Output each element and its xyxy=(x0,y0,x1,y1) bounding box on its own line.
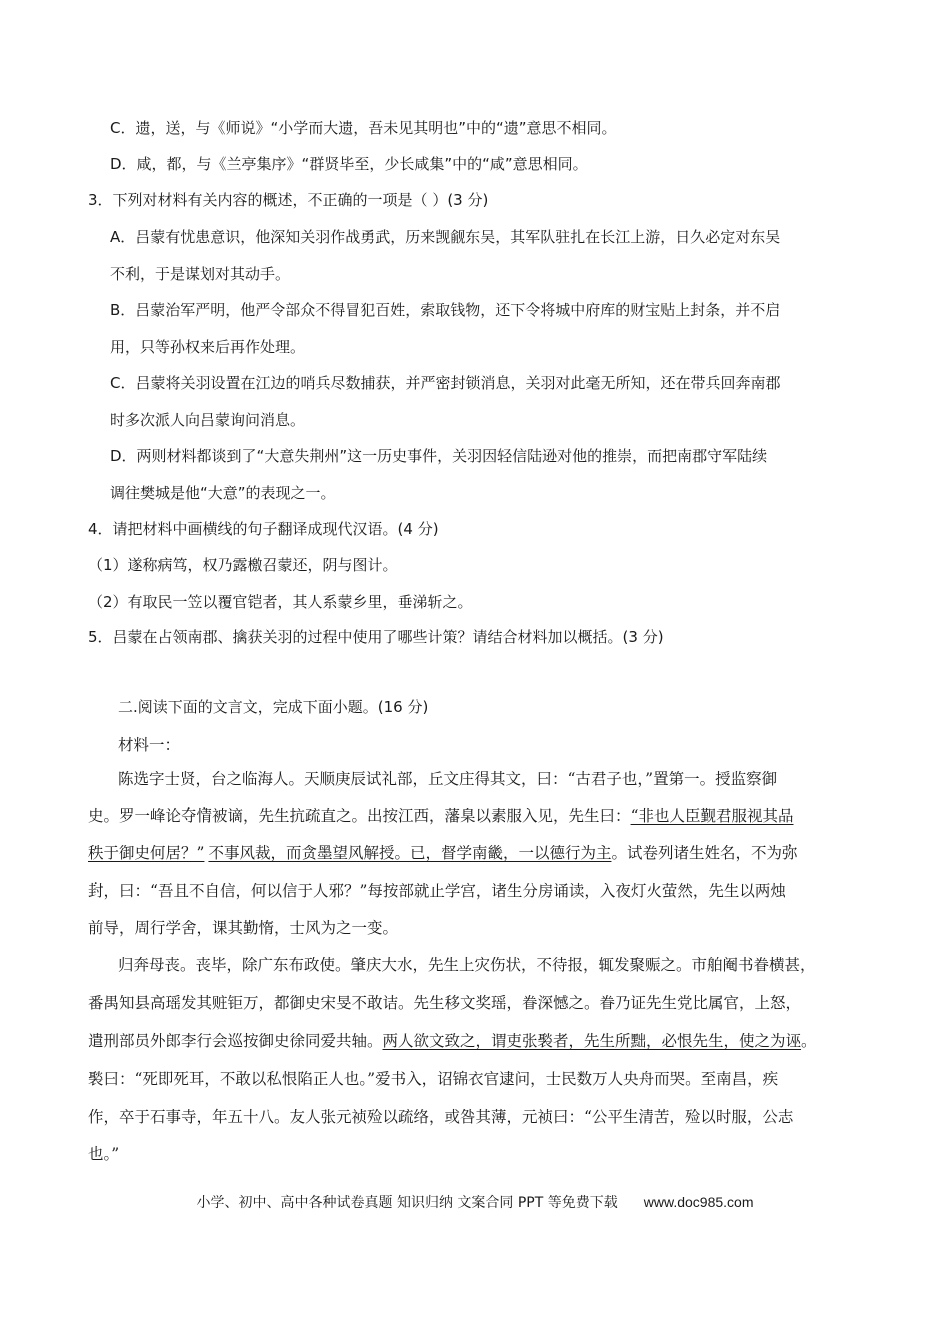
passage1-line4-text: ，曰：“吾且不自信，何以信于人邪？”每按部就止学宫，诸生分房诵读，入夜灯火萤然，先生以两烛 xyxy=(103,882,786,900)
q4-stem: 4．请把材料中画横线的句子翻译成现代汉语。(4 分) xyxy=(88,520,439,538)
q3-option-c-line1: C．吕蒙将关羽设置在江边的哨兵尽数捕获，并严密封锁消息，关羽对此毫无所知，还在带兵回奔南郡 xyxy=(110,374,781,392)
passage2-line1: 归奔母丧。丧毕，除广东布政使。肇庆大水，先生上灾伤状，不待报，辄发聚赈之。市舶阉书眷横甚， xyxy=(118,956,816,974)
passage2-line3-text-b: 。 xyxy=(801,1032,817,1050)
passage1-line3-text: 。试卷列诸生姓名，不为 xyxy=(611,844,782,862)
q4-sentence-1: （1）遂称病笃，权乃露檄召蒙还，阴与图计。 xyxy=(88,556,398,574)
dotted-char-duo: 夺 xyxy=(181,807,197,825)
q4-sentence-2: （2）有取民一笠以覆官铠者，其人系蒙乡里，垂涕斩之。 xyxy=(88,593,473,611)
dotted-char-qing: 情 xyxy=(196,807,213,825)
page-footer xyxy=(0,1192,950,1212)
q3-option-a-line1: A．吕蒙有忧患意识，他深知关羽作战勇武，历来觊觎东吴，其军队驻扎在长江上游，日久必定对东吴 xyxy=(110,228,781,246)
q3-stem: 3．下列对材料有关内容的概述，不正确的一项是（ ）(3 分) xyxy=(88,191,489,209)
q2-option-c: C．遗，送，与《师说》“小学而大遗，吾未见其明也”中的“遗”意思不相同。 xyxy=(110,119,617,137)
q3-option-a-line2: 不利，于是谋划对其动手。 xyxy=(110,265,291,283)
passage1-line2-text-b: 被谪，先生抗疏直之。出按江西，藩臬以素服入见，先生曰： xyxy=(212,807,631,825)
section2-title: 二.阅读下面的文言文，完成下面小题。(16 分) xyxy=(118,698,429,716)
footer-link[interactable]: www.doc985.com xyxy=(643,1194,754,1210)
passage2-line6: 也。” xyxy=(88,1145,120,1163)
q3-option-d-line1: D．两则材料都谈到了“大意失荆州”这一历史事件，关羽因轻信陆逊对他的推崇，而把南郡守军陆续 xyxy=(110,447,768,465)
footer-text: 小学、初中、高中各种试卷真题 知识归纳 文案合同 PPT 等免费下载 xyxy=(196,1195,618,1211)
passage2-line4: 褧曰：“死即死耳，不敢以私恨陷正人也。”爱书入，诏锦衣官逮问，士民数万人央舟而哭。至南昌，疾 xyxy=(88,1070,779,1088)
passage1-line2 xyxy=(88,806,794,826)
passage2-line5: 作，卒于石事寺，年五十八。友人张元祯殓以疏络，或咎其薄，元祯曰：“公平生清苦，殓以时服，公志 xyxy=(88,1108,794,1126)
underlined-sentence: “非也人臣觐君服视其品 xyxy=(630,807,794,825)
passage2-line3-text-a: 遣刑部员外郎李行会巡按御史徐同爱共轴。 xyxy=(88,1032,383,1050)
underlined-sentence: 秩于御史何居？” xyxy=(88,844,205,862)
passage1-line2-text-a: 史。罗一峰论 xyxy=(88,807,182,825)
dotted-char-feng: 封 xyxy=(88,882,104,900)
underlined-sentence: 不事风裁，而贪墨望风解授。已，督学南畿，一以德行为主 xyxy=(208,844,612,862)
passage1-line1: 陈选字士贤，台之临海人。天顺庚辰试礼部，丘文庄得其文，曰：“古君子也，”置第一。授监察御 xyxy=(118,770,778,788)
q3-option-b-line2: 用，只等孙权来后再作处理。 xyxy=(110,338,306,356)
q3-option-c-line2: 时多次派人向吕蒙询问消息。 xyxy=(110,411,306,429)
underlined-sentence: 两人欲文致之，谓吏张褧者，先生所黜，必恨先生，使之为诬 xyxy=(382,1032,802,1050)
q5-stem: 5．吕蒙在占领南郡、擒获关羽的过程中使用了哪些计策？请结合材料加以概括。(3 分) xyxy=(88,628,664,646)
passage2-line2: 番禺知县高瑶发其赃钜万，都御史宋旻不敢诘。先生移文奖瑶，眷深憾之。眷乃证先生党比属官，上怒， xyxy=(88,994,802,1012)
dotted-char-mi: 弥 xyxy=(781,844,798,862)
q3-option-d-line2: 调往樊城是他“大意”的表现之一。 xyxy=(110,484,336,502)
passage2-line3 xyxy=(88,1031,817,1051)
q2-option-d: D．咸，都，与《兰亭集序》“群贤毕至，少长咸集”中的“咸”意思相同。 xyxy=(110,155,588,173)
q3-option-b-line1: B．吕蒙治军严明，他严令部众不得冒犯百姓，索取钱物，还下令将城中府库的财宝贴上封条，并不启 xyxy=(110,301,781,319)
material-label: 材料一： xyxy=(118,736,181,754)
passage1-line4 xyxy=(88,881,786,901)
passage1-line3 xyxy=(88,843,797,863)
passage1-line5: 前导，周行学舍，课其勤惰，士风为之一变。 xyxy=(88,919,399,937)
